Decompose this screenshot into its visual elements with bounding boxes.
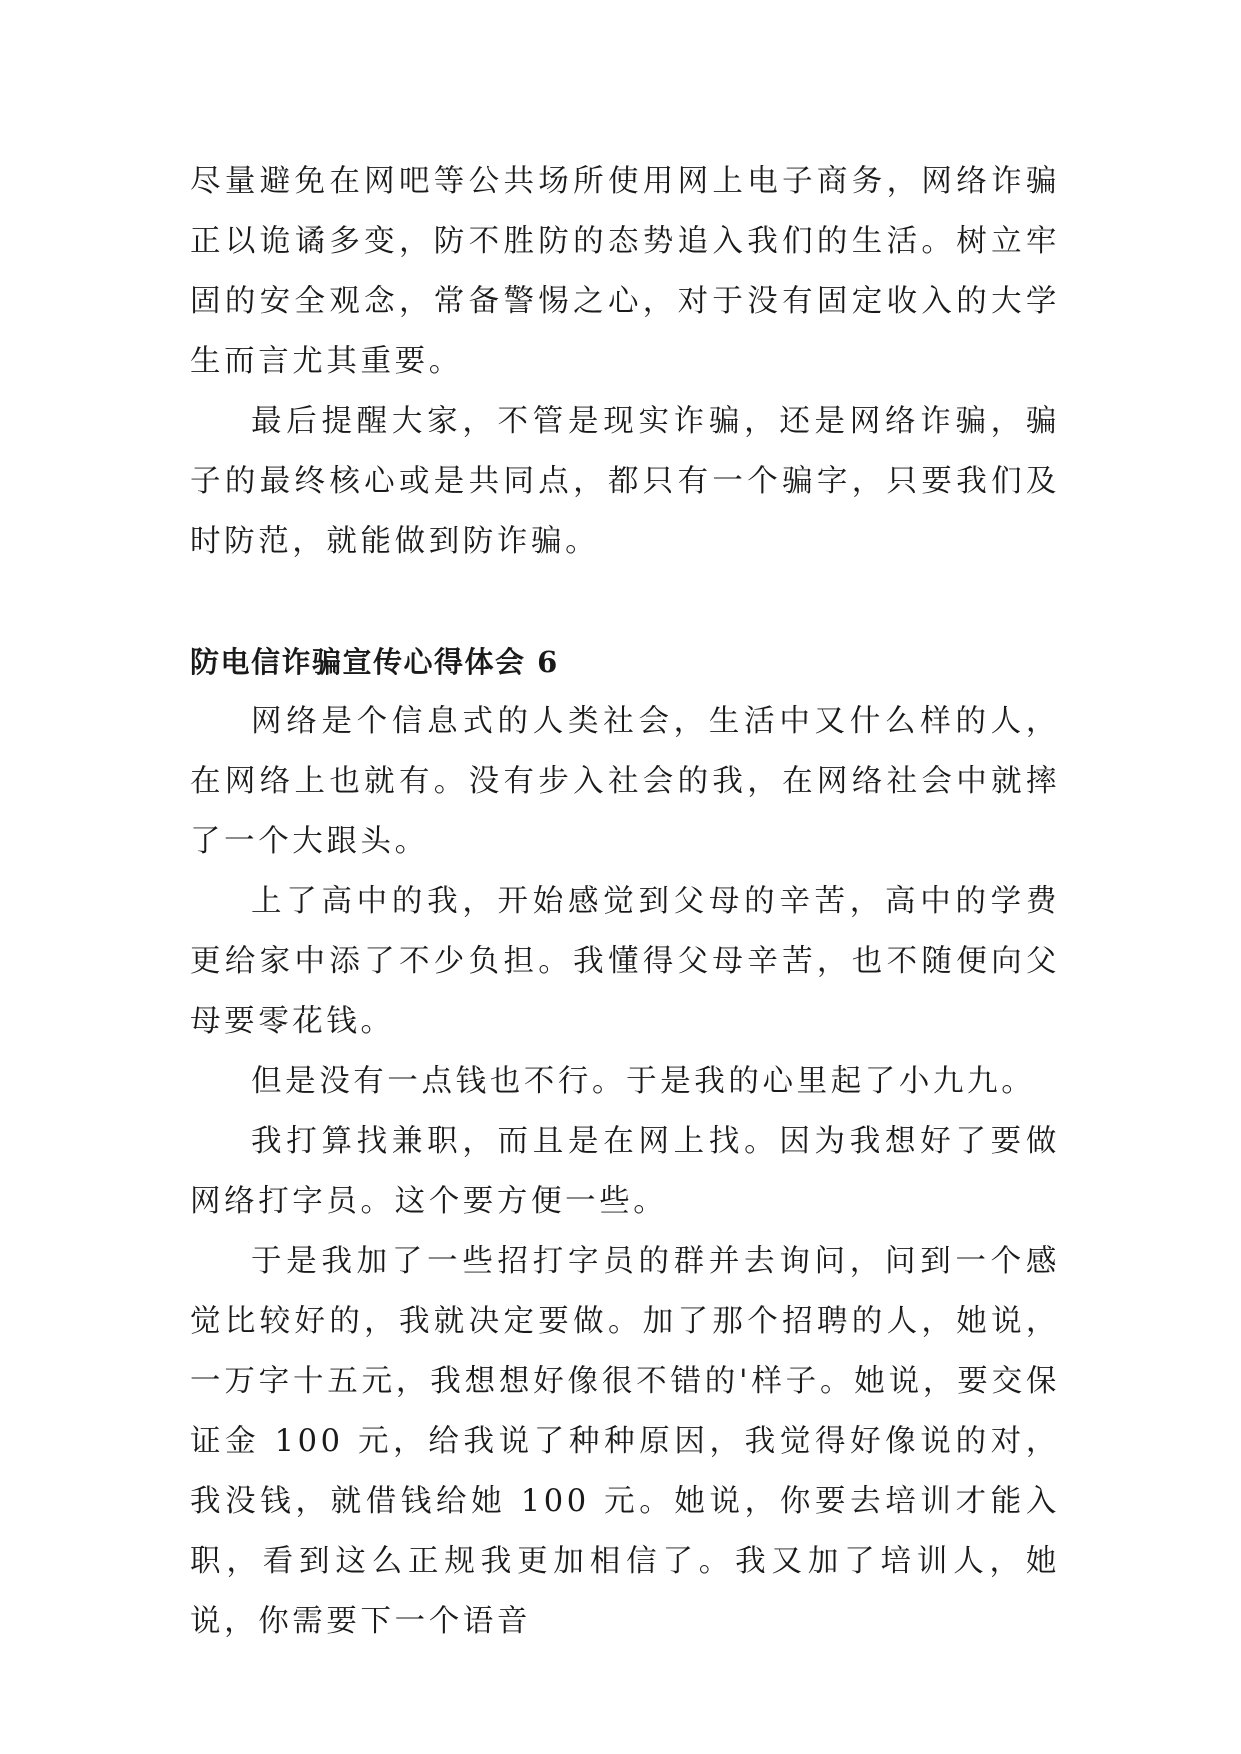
section-heading: 防电信诈骗宣传心得体会 6 (190, 645, 559, 679)
paragraph-network-society: 网络是个信息式的人类社会，生活中又什么样的人，在网络上也就有。没有步入社会的我，在网络社会中就摔了一个大跟头。 (190, 704, 1060, 859)
paragraph-high-school: 上了高中的我，开始感觉到父母的辛苦，高中的学费更给家中添了不少负担。我懂得父母辛苦，也不随便向父母要零花钱。 (190, 884, 1060, 1039)
paragraph-scam-story: 于是我加了一些招打字员的群并去询问，问到一个感觉比较好的，我就决定要做。加了那个招聘的人，她说，一万字十五元，我想想好像很不错的'样子。她说，要交保证金 100 元，给我说了种种原因，我觉得好像说的对，我没钱，就借钱给她 100 元。她说，你要去培训才能入职，看到这么正规我更加相信了。我又加了培训人，她说，你需要下一个语音 (190, 1244, 1060, 1639)
paragraph-no-money: 但是没有一点钱也不行。于是我的心里起了小九九。 (251, 1064, 1036, 1099)
document-page (190, 152, 1060, 1652)
paragraph-safety-advice: 尽量避免在网吧等公共场所使用网上电子商务，网络诈骗正以诡谲多变，防不胜防的态势追入我们的生活。树立牢固的安全观念，常备警惕之心，对于没有固定收入的大学生而言尤其重要。 (190, 164, 1060, 379)
paragraph-final-reminder: 最后提醒大家，不管是现实诈骗，还是网络诈骗，骗子的最终核心或是共同点，都只有一个骗字，只要我们及时防范，就能做到防诈骗。 (190, 404, 1060, 559)
paragraph-part-time-job: 我打算找兼职，而且是在网上找。因为我想好了要做网络打字员。这个要方便一些。 (190, 1124, 1060, 1219)
